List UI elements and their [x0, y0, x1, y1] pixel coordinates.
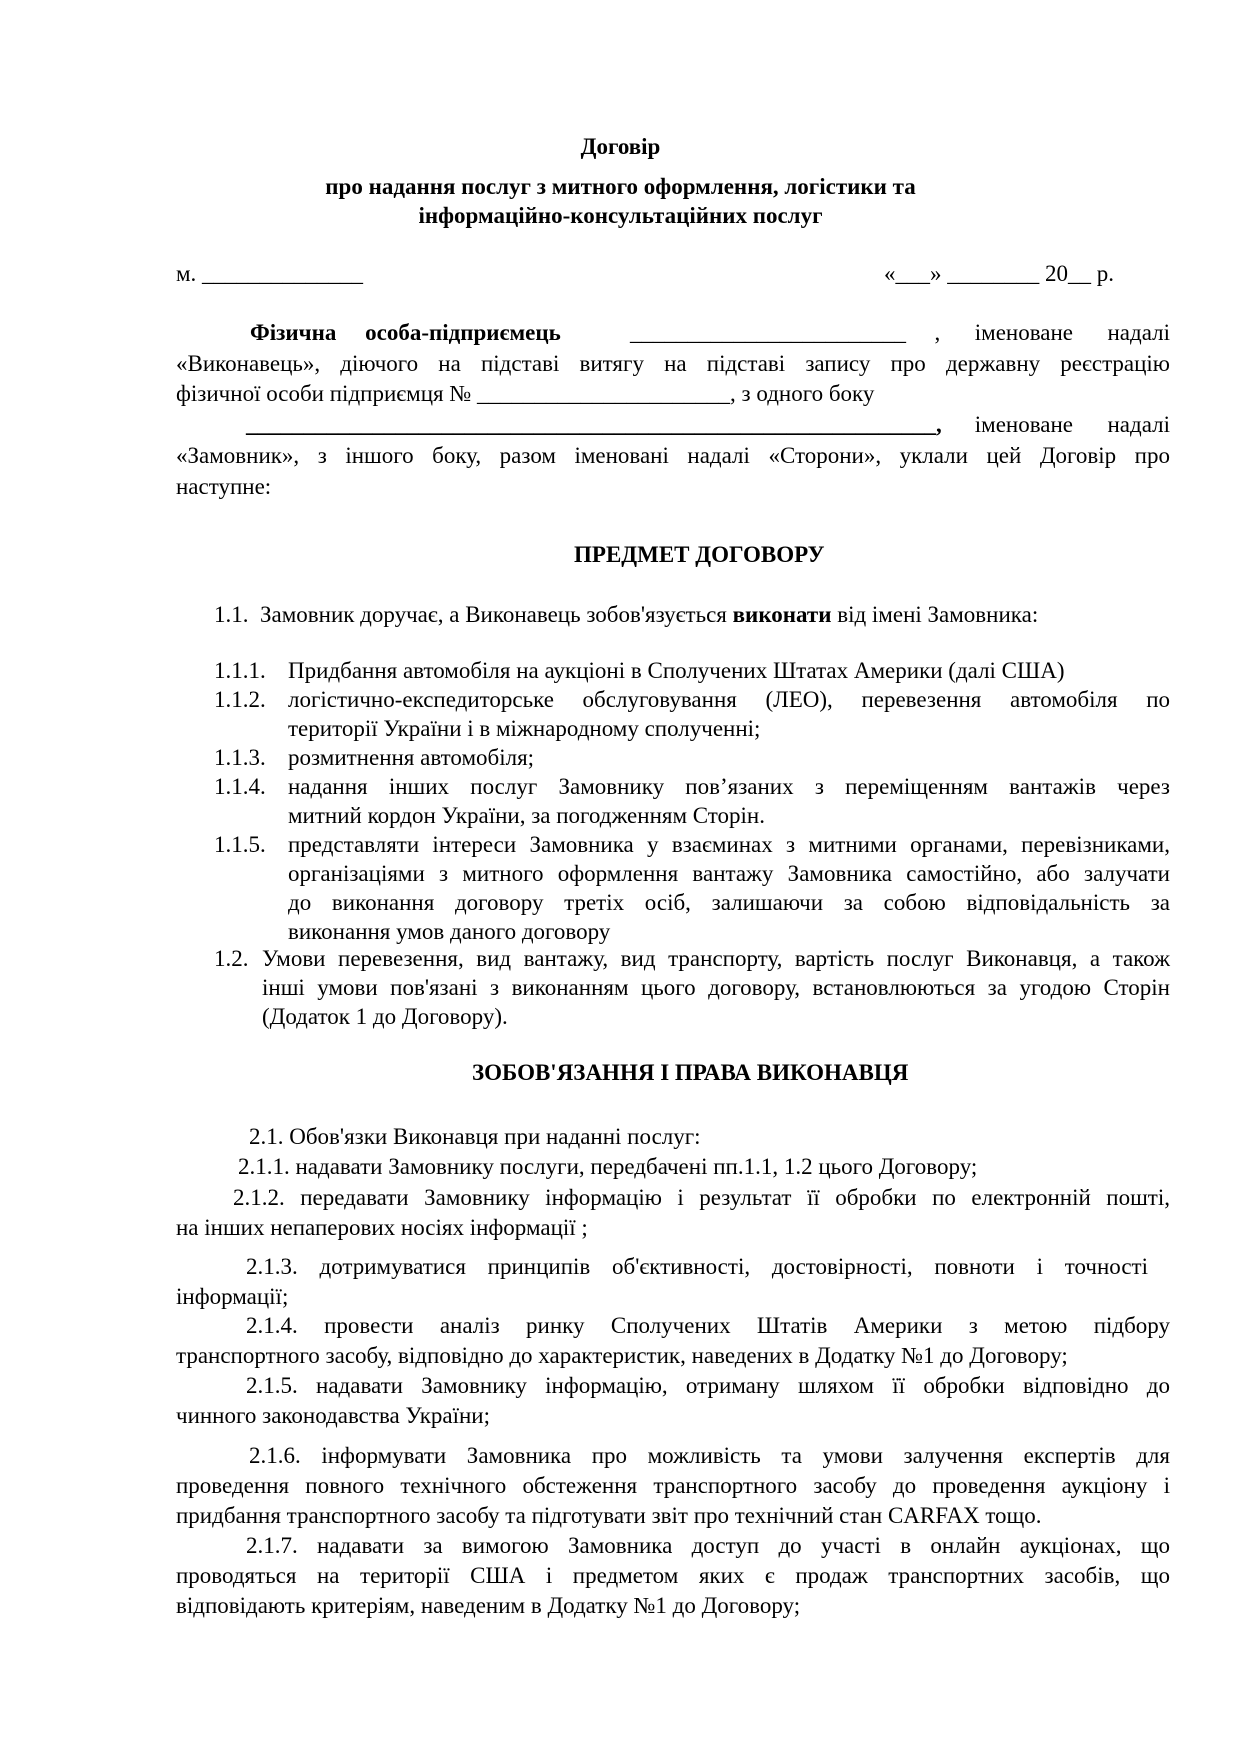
list-item-line: Придбання автомобіля на аукціоні в Сполучених Штатах Америки (далі США) — [288, 658, 1065, 683]
clause-1-2-number: 1.2. — [214, 946, 249, 971]
preamble-line-6: наступне: — [176, 474, 272, 499]
section-2-heading: ЗОБОВ'ЯЗАННЯ І ПРАВА ВИКОНАВЦЯ — [472, 1060, 909, 1085]
clause-2-1-5-line-2: чинного законодавства України; — [176, 1403, 491, 1428]
city-field: м. ______________ — [176, 261, 364, 286]
preamble-customer-blank: ____________________________________________________________, — [246, 412, 942, 437]
clause-2-1-3-line-1: 2.1.3. дотримуватися принципів об'єктивності, достовірності, повноти і точності — [246, 1254, 1148, 1279]
list-item-line: організаціями з митного оформлення вантажу Замовника самостійно, або залучати — [288, 861, 1170, 886]
clause-2-1: 2.1. Обов'язки Виконавця при наданні послуг: — [249, 1124, 701, 1149]
clause-2-1-4-line-2: транспортного засобу, відповідно до характеристик, наведених в Додатку №1 до Договору; — [176, 1343, 1068, 1368]
list-item-line: надання інших послуг Замовнику пов’язаних з переміщенням вантажів через — [288, 774, 1170, 799]
clause-1-1-items — [214, 656, 1170, 946]
clause-2-1-5-line-1: 2.1.5. надавати Замовнику інформацію, отриману шляхом її обробки відповідно до — [246, 1373, 1170, 1398]
clause-2-1-1: 2.1.1. надавати Замовнику послуги, передбачені пп.1.1, 1.2 цього Договору; — [238, 1154, 978, 1179]
list-item — [214, 685, 1170, 743]
list-item — [214, 830, 1170, 946]
clause-2-1-7-line-1: 2.1.7. надавати за вимогою Замовника доступ до участі в онлайн аукціонах, що — [246, 1533, 1170, 1558]
clause-2-1-7-line-2: проводяться на території США і предметом яких є продаж транспортних засобів, що — [176, 1563, 1170, 1588]
clause-1-2-line: Умови перевезення, вид вантажу, вид транспорту, вартість послуг Виконавця, а також — [262, 946, 1170, 971]
clause-1-2-line: (Додаток 1 до Договору). — [262, 1004, 508, 1029]
list-item-line: розмитнення автомобіля; — [288, 745, 535, 770]
preamble-line-4 — [246, 410, 1170, 439]
list-item-line: митний кордон України, за погодженням Сторін. — [288, 803, 765, 828]
clause-2-1-6-line-1: 2.1.6. інформувати Замовника про можливість та умови залучення експертів для — [249, 1443, 1170, 1468]
list-item-line: території України і в міжнародному сполученні; — [288, 716, 761, 741]
clause-1-1-text-bold: виконати — [732, 602, 832, 627]
document-subtitle-line-1: про надання послуг з митного оформлення, логістики та — [325, 174, 916, 199]
clause-2-1-3-line-2: інформації; — [176, 1284, 289, 1309]
preamble-party-rest: , іменоване надалі — [934, 320, 1170, 345]
preamble-line-2: «Виконавець», діючого на підставі витягу на підставі запису про державну реєстрацію — [176, 351, 1170, 376]
date-field: «___» ________ 20__ р. — [884, 261, 1114, 286]
clause-1-1-text-a: 1.1. Замовник доручає, а Виконавець зобов'язується — [214, 602, 733, 627]
list-item-number: 1.1.3. — [214, 745, 266, 770]
list-item — [214, 743, 1170, 772]
preamble-line-1 — [250, 318, 1170, 347]
preamble-customer-rest: іменоване надалі — [974, 412, 1170, 437]
list-item-line: логістично-експедиторське обслуговування (ЛЕО), перевезення автомобіля по — [288, 687, 1170, 712]
clause-2-1-4-line-1: 2.1.4. провести аналіз ринку Сполучених Штатів Америки з метою підбору — [246, 1313, 1170, 1338]
list-item — [214, 772, 1170, 830]
clause-2-1-2-line-1: 2.1.2. передавати Замовнику інформацію і результат її обробки по електронній пошті, — [233, 1185, 1170, 1210]
list-item — [214, 656, 1170, 685]
preamble-line-3: фізичної особи підприємця № ______________________, з одного боку — [176, 381, 875, 406]
list-item-line: виконання умов даного договору — [288, 919, 611, 944]
document-subtitle-line-2: інформаційно-консультаційних послуг — [418, 203, 823, 228]
clause-2-1-7-line-3: відповідають критеріям, наведеним в Додатку №1 до Договору; — [176, 1593, 801, 1618]
list-item-number: 1.1.2. — [214, 687, 266, 712]
list-item-line: до виконання договору третіх осіб, залишаючи за собою відповідальність за — [288, 890, 1170, 915]
clause-1-2-text — [262, 944, 1170, 1031]
list-item-number: 1.1.5. — [214, 832, 266, 857]
preamble-line-5: «Замовник», з іншого боку, разом іменовані надалі «Сторони», уклали цей Договір про — [176, 443, 1170, 468]
list-item-number: 1.1.4. — [214, 774, 266, 799]
preamble-party-blank: ________________________ — [630, 320, 906, 345]
clause-1-1 — [214, 600, 1038, 629]
clause-2-1-2-line-2: на інших непаперових носіях інформації ; — [176, 1215, 588, 1240]
clause-1-2-line: інші умови пов'язані з виконанням цього договору, встановлюються за угодою Сторін — [262, 975, 1170, 1000]
section-1-heading: ПРЕДМЕТ ДОГОВОРУ — [574, 542, 825, 567]
list-item-line: представляти інтереси Замовника у взаєминах з митними органами, перевізниками, — [288, 832, 1170, 857]
document-title: Договір — [580, 134, 661, 159]
clause-2-1-6-line-2: проведення повного технічного обстеження транспортного засобу до проведення аукціону і — [176, 1473, 1170, 1498]
clause-1-1-text-c: від імені Замовника: — [831, 602, 1039, 627]
preamble-party-label: Фізична особа-підприємець — [250, 320, 561, 345]
clause-2-1-6-line-3: придбання транспортного засобу та підготувати звіт про технічний стан CARFAX тощо. — [176, 1503, 1042, 1528]
list-item-number: 1.1.1. — [214, 658, 266, 683]
